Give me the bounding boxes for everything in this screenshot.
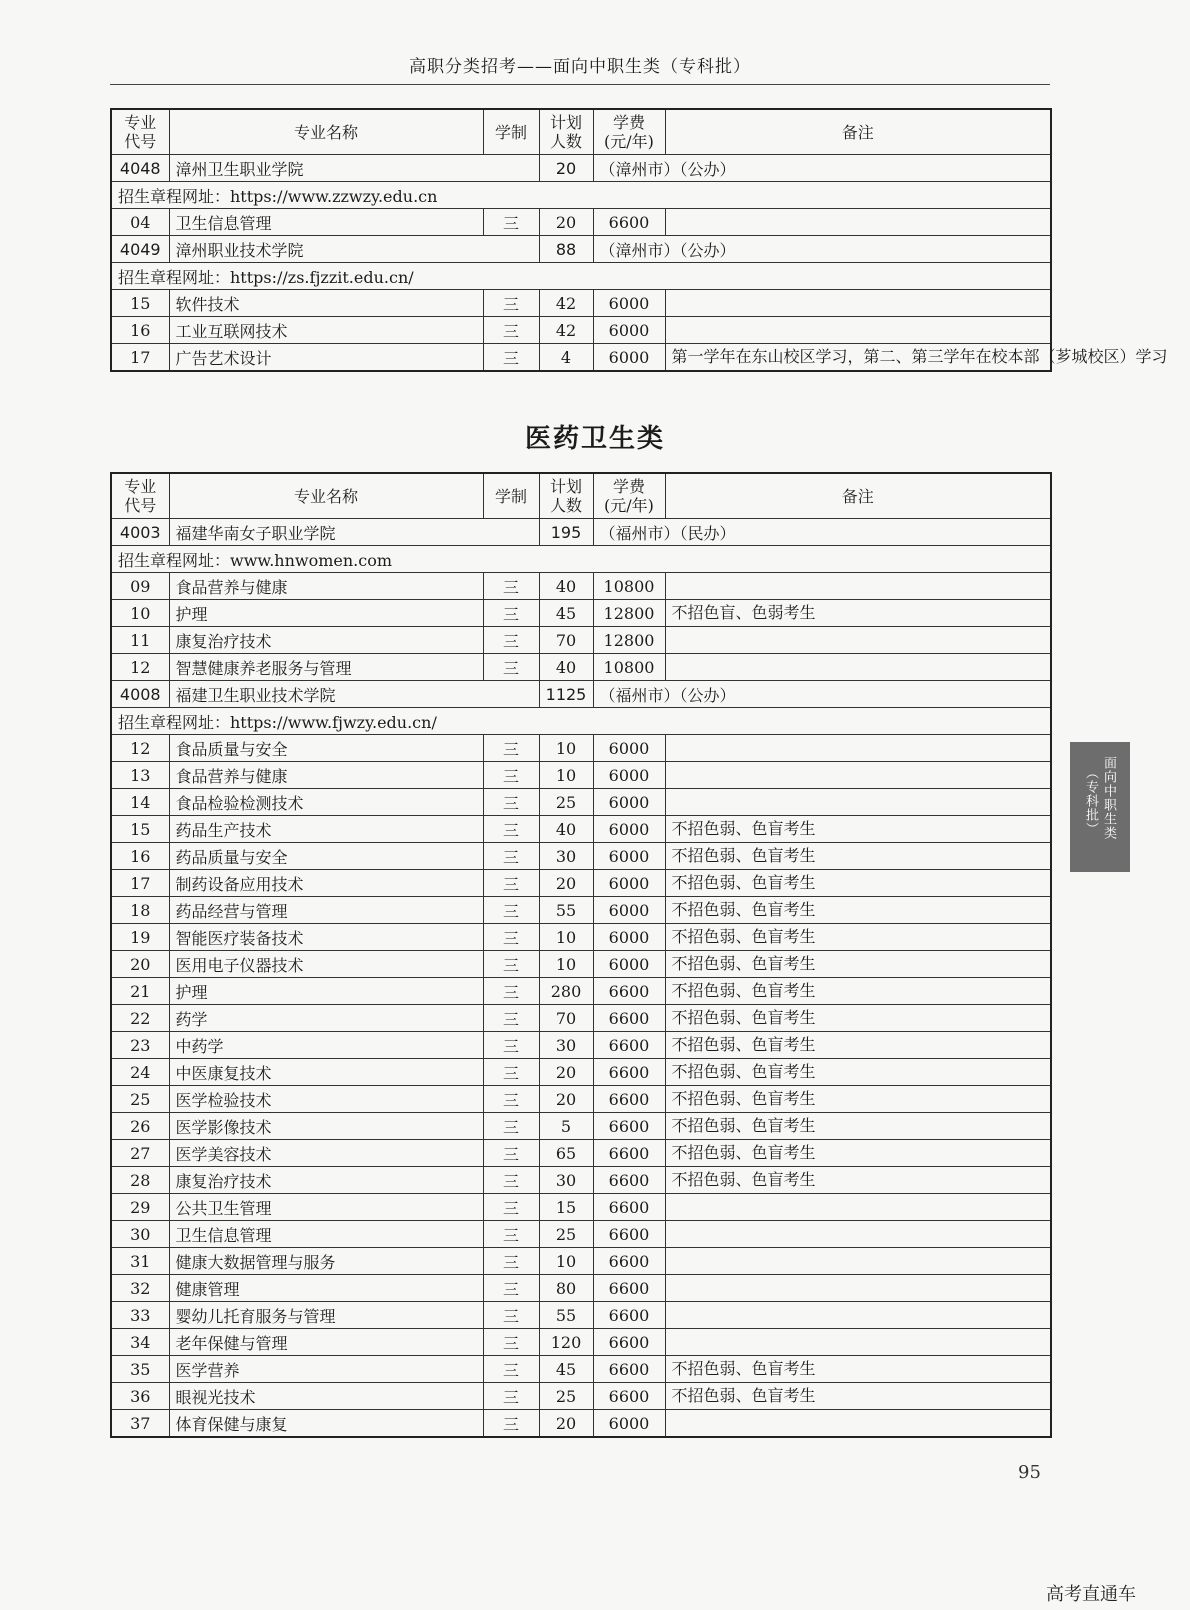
major-fee: 6600 bbox=[593, 1302, 665, 1329]
side-tab bbox=[1070, 742, 1130, 872]
table-row bbox=[111, 1167, 1051, 1194]
institution-code: 4008 bbox=[111, 681, 169, 708]
major-length: 三 bbox=[483, 627, 539, 654]
major-fee: 12800 bbox=[593, 627, 665, 654]
major-code: 11 bbox=[111, 627, 169, 654]
major-name: 药学 bbox=[169, 1005, 483, 1032]
institution-plan: 88 bbox=[539, 236, 593, 263]
major-fee: 6600 bbox=[593, 1383, 665, 1410]
major-name: 卫生信息管理 bbox=[169, 1221, 483, 1248]
major-fee: 6600 bbox=[593, 209, 665, 236]
major-fee: 6600 bbox=[593, 1005, 665, 1032]
major-name: 康复治疗技术 bbox=[169, 1167, 483, 1194]
major-fee: 6600 bbox=[593, 1194, 665, 1221]
major-plan: 40 bbox=[539, 573, 593, 600]
major-fee: 6000 bbox=[593, 735, 665, 762]
major-plan: 10 bbox=[539, 1248, 593, 1275]
major-length: 三 bbox=[483, 843, 539, 870]
table-row bbox=[111, 1383, 1051, 1410]
major-plan: 30 bbox=[539, 1032, 593, 1059]
major-plan: 20 bbox=[539, 870, 593, 897]
table-row bbox=[111, 1275, 1051, 1302]
institution-code: 4049 bbox=[111, 236, 169, 263]
major-code: 13 bbox=[111, 762, 169, 789]
major-code: 17 bbox=[111, 870, 169, 897]
table-row bbox=[111, 951, 1051, 978]
admission-url: 招生章程网址：https://www.zzwzy.edu.cn bbox=[111, 182, 1051, 209]
major-name: 药品生产技术 bbox=[169, 816, 483, 843]
major-name: 中药学 bbox=[169, 1032, 483, 1059]
major-name: 老年保健与管理 bbox=[169, 1329, 483, 1356]
major-code: 31 bbox=[111, 1248, 169, 1275]
table-row bbox=[111, 816, 1051, 843]
running-header: 高职分类招考——面向中职生类（专科批） bbox=[409, 57, 751, 77]
major-fee: 6000 bbox=[593, 843, 665, 870]
major-remark bbox=[665, 290, 1051, 317]
major-remark bbox=[665, 1410, 1051, 1438]
table-row bbox=[111, 1032, 1051, 1059]
major-code: 37 bbox=[111, 1410, 169, 1438]
major-plan: 40 bbox=[539, 654, 593, 681]
major-remark bbox=[665, 654, 1051, 681]
header-rule bbox=[110, 84, 1050, 85]
major-length: 三 bbox=[483, 344, 539, 372]
major-fee: 6000 bbox=[593, 290, 665, 317]
major-name: 药品质量与安全 bbox=[169, 843, 483, 870]
institution-row bbox=[111, 519, 1051, 546]
major-length: 三 bbox=[483, 1194, 539, 1221]
major-length: 三 bbox=[483, 870, 539, 897]
major-plan: 45 bbox=[539, 1356, 593, 1383]
institution-code: 4003 bbox=[111, 519, 169, 546]
header-plan: 计划 人数 bbox=[539, 473, 593, 519]
major-length: 三 bbox=[483, 290, 539, 317]
major-code: 15 bbox=[111, 290, 169, 317]
header-name: 专业名称 bbox=[169, 109, 483, 155]
major-name: 药品经营与管理 bbox=[169, 897, 483, 924]
page-number: 95 bbox=[1018, 1462, 1041, 1483]
major-length: 三 bbox=[483, 1086, 539, 1113]
major-length: 三 bbox=[483, 789, 539, 816]
major-remark: 不招色弱、色盲考生 bbox=[665, 1086, 1051, 1113]
major-length: 三 bbox=[483, 654, 539, 681]
major-remark bbox=[665, 209, 1051, 236]
major-code: 35 bbox=[111, 1356, 169, 1383]
major-length: 三 bbox=[483, 1032, 539, 1059]
institution-plan: 195 bbox=[539, 519, 593, 546]
major-name: 智能医疗装备技术 bbox=[169, 924, 483, 951]
major-code: 27 bbox=[111, 1140, 169, 1167]
table-row bbox=[111, 1410, 1051, 1438]
major-name: 健康大数据管理与服务 bbox=[169, 1248, 483, 1275]
major-name: 软件技术 bbox=[169, 290, 483, 317]
major-remark bbox=[665, 1248, 1051, 1275]
major-remark: 不招色弱、色盲考生 bbox=[665, 1059, 1051, 1086]
header-fee: 学费 (元/年) bbox=[593, 109, 665, 155]
major-plan: 5 bbox=[539, 1113, 593, 1140]
major-code: 24 bbox=[111, 1059, 169, 1086]
table-row bbox=[111, 1140, 1051, 1167]
major-length: 三 bbox=[483, 209, 539, 236]
institution-row bbox=[111, 236, 1051, 263]
major-plan: 45 bbox=[539, 600, 593, 627]
major-code: 34 bbox=[111, 1329, 169, 1356]
major-remark: 不招色弱、色盲考生 bbox=[665, 1383, 1051, 1410]
major-length: 三 bbox=[483, 600, 539, 627]
major-remark: 不招色弱、色盲考生 bbox=[665, 1140, 1051, 1167]
major-fee: 6600 bbox=[593, 978, 665, 1005]
major-fee: 6000 bbox=[593, 789, 665, 816]
major-code: 33 bbox=[111, 1302, 169, 1329]
major-length: 三 bbox=[483, 317, 539, 344]
major-length: 三 bbox=[483, 924, 539, 951]
side-tab-sublabel: （专科批） bbox=[1083, 766, 1098, 836]
major-length: 三 bbox=[483, 1005, 539, 1032]
major-plan: 120 bbox=[539, 1329, 593, 1356]
institution-url-row bbox=[111, 546, 1051, 573]
major-name: 食品营养与健康 bbox=[169, 573, 483, 600]
major-code: 16 bbox=[111, 317, 169, 344]
major-plan: 70 bbox=[539, 627, 593, 654]
major-code: 30 bbox=[111, 1221, 169, 1248]
major-plan: 55 bbox=[539, 1302, 593, 1329]
major-length: 三 bbox=[483, 1329, 539, 1356]
major-plan: 10 bbox=[539, 735, 593, 762]
major-length: 三 bbox=[483, 1356, 539, 1383]
major-remark: 不招色弱、色盲考生 bbox=[665, 897, 1051, 924]
table-row bbox=[111, 762, 1051, 789]
table-row bbox=[111, 1302, 1051, 1329]
major-fee: 6600 bbox=[593, 1356, 665, 1383]
table-row bbox=[111, 978, 1051, 1005]
major-name: 护理 bbox=[169, 978, 483, 1005]
institution-row bbox=[111, 155, 1051, 182]
major-fee: 12800 bbox=[593, 600, 665, 627]
major-fee: 10800 bbox=[593, 573, 665, 600]
table-row bbox=[111, 1059, 1051, 1086]
major-code: 16 bbox=[111, 843, 169, 870]
major-remark bbox=[665, 1194, 1051, 1221]
major-plan: 4 bbox=[539, 344, 593, 372]
major-name: 制药设备应用技术 bbox=[169, 870, 483, 897]
major-fee: 6600 bbox=[593, 1113, 665, 1140]
table-row bbox=[111, 1086, 1051, 1113]
institution-url-row bbox=[111, 263, 1051, 290]
major-name: 食品检验检测技术 bbox=[169, 789, 483, 816]
major-code: 21 bbox=[111, 978, 169, 1005]
table-row bbox=[111, 1248, 1051, 1275]
institution-name: 福建卫生职业技术学院 bbox=[169, 681, 539, 708]
major-plan: 20 bbox=[539, 1059, 593, 1086]
institution-note: （漳州市）（公办） bbox=[593, 236, 1051, 263]
table-row bbox=[111, 573, 1051, 600]
major-length: 三 bbox=[483, 1302, 539, 1329]
institution-note: （漳州市）（公办） bbox=[593, 155, 1051, 182]
major-name: 体育保健与康复 bbox=[169, 1410, 483, 1438]
major-plan: 20 bbox=[539, 1086, 593, 1113]
major-remark bbox=[665, 1221, 1051, 1248]
major-name: 医学检验技术 bbox=[169, 1086, 483, 1113]
table-header-row bbox=[111, 473, 1051, 519]
major-remark: 不招色弱、色盲考生 bbox=[665, 924, 1051, 951]
major-fee: 6600 bbox=[593, 1275, 665, 1302]
major-fee: 6600 bbox=[593, 1140, 665, 1167]
major-plan: 10 bbox=[539, 762, 593, 789]
table-row bbox=[111, 1194, 1051, 1221]
table-row bbox=[111, 870, 1051, 897]
table-row bbox=[111, 627, 1051, 654]
major-length: 三 bbox=[483, 1275, 539, 1302]
table-row bbox=[111, 897, 1051, 924]
major-code: 20 bbox=[111, 951, 169, 978]
major-plan: 42 bbox=[539, 290, 593, 317]
major-length: 三 bbox=[483, 1140, 539, 1167]
major-remark: 不招色弱、色盲考生 bbox=[665, 843, 1051, 870]
major-name: 康复治疗技术 bbox=[169, 627, 483, 654]
header-remark: 备注 bbox=[665, 109, 1051, 155]
major-fee: 6000 bbox=[593, 344, 665, 372]
header-length: 学制 bbox=[483, 109, 539, 155]
major-code: 12 bbox=[111, 654, 169, 681]
table-row bbox=[111, 290, 1051, 317]
major-code: 12 bbox=[111, 735, 169, 762]
major-name: 眼视光技术 bbox=[169, 1383, 483, 1410]
major-fee: 6600 bbox=[593, 1167, 665, 1194]
major-remark bbox=[665, 627, 1051, 654]
major-length: 三 bbox=[483, 1383, 539, 1410]
institution-note: （福州市）（公办） bbox=[593, 681, 1051, 708]
major-length: 三 bbox=[483, 1113, 539, 1140]
enrollment-table-2 bbox=[110, 472, 1052, 1438]
institution-url-row bbox=[111, 182, 1051, 209]
major-name: 医学美容技术 bbox=[169, 1140, 483, 1167]
major-code: 17 bbox=[111, 344, 169, 372]
institution-plan: 20 bbox=[539, 155, 593, 182]
institution-code: 4048 bbox=[111, 155, 169, 182]
major-code: 32 bbox=[111, 1275, 169, 1302]
major-name: 中医康复技术 bbox=[169, 1059, 483, 1086]
major-code: 09 bbox=[111, 573, 169, 600]
major-plan: 15 bbox=[539, 1194, 593, 1221]
major-length: 三 bbox=[483, 1059, 539, 1086]
admission-url: 招生章程网址：www.hnwomen.com bbox=[111, 546, 1051, 573]
major-length: 三 bbox=[483, 1248, 539, 1275]
major-code: 04 bbox=[111, 209, 169, 236]
major-fee: 6000 bbox=[593, 816, 665, 843]
table-row bbox=[111, 735, 1051, 762]
major-remark bbox=[665, 1302, 1051, 1329]
major-remark bbox=[665, 762, 1051, 789]
header-plan: 计划 人数 bbox=[539, 109, 593, 155]
major-fee: 6000 bbox=[593, 317, 665, 344]
major-name: 医学影像技术 bbox=[169, 1113, 483, 1140]
header-remark: 备注 bbox=[665, 473, 1051, 519]
major-plan: 10 bbox=[539, 924, 593, 951]
major-remark: 不招色弱、色盲考生 bbox=[665, 1005, 1051, 1032]
major-fee: 6000 bbox=[593, 762, 665, 789]
major-fee: 6600 bbox=[593, 1086, 665, 1113]
table-row bbox=[111, 843, 1051, 870]
major-code: 23 bbox=[111, 1032, 169, 1059]
major-length: 三 bbox=[483, 735, 539, 762]
major-fee: 6000 bbox=[593, 951, 665, 978]
major-name: 广告艺术设计 bbox=[169, 344, 483, 372]
major-name: 卫生信息管理 bbox=[169, 209, 483, 236]
major-fee: 10800 bbox=[593, 654, 665, 681]
major-length: 三 bbox=[483, 951, 539, 978]
table-row bbox=[111, 1113, 1051, 1140]
major-name: 工业互联网技术 bbox=[169, 317, 483, 344]
major-plan: 25 bbox=[539, 789, 593, 816]
major-remark bbox=[665, 789, 1051, 816]
header-name: 专业名称 bbox=[169, 473, 483, 519]
major-name: 公共卫生管理 bbox=[169, 1194, 483, 1221]
major-fee: 6600 bbox=[593, 1221, 665, 1248]
major-remark: 不招色弱、色盲考生 bbox=[665, 870, 1051, 897]
table-row bbox=[111, 317, 1051, 344]
major-length: 三 bbox=[483, 1221, 539, 1248]
table-row bbox=[111, 1356, 1051, 1383]
institution-row bbox=[111, 681, 1051, 708]
major-code: 19 bbox=[111, 924, 169, 951]
watermark: 高考直通车 bbox=[1046, 1584, 1136, 1605]
table-row bbox=[111, 209, 1051, 236]
major-length: 三 bbox=[483, 978, 539, 1005]
major-plan: 70 bbox=[539, 1005, 593, 1032]
major-name: 医用电子仪器技术 bbox=[169, 951, 483, 978]
major-code: 25 bbox=[111, 1086, 169, 1113]
major-plan: 280 bbox=[539, 978, 593, 1005]
institution-plan: 1125 bbox=[539, 681, 593, 708]
major-remark: 不招色弱、色盲考生 bbox=[665, 1113, 1051, 1140]
major-fee: 6000 bbox=[593, 870, 665, 897]
major-remark: 不招色弱、色盲考生 bbox=[665, 816, 1051, 843]
institution-name: 福建华南女子职业学院 bbox=[169, 519, 539, 546]
institution-name: 漳州卫生职业学院 bbox=[169, 155, 539, 182]
major-fee: 6000 bbox=[593, 924, 665, 951]
major-remark: 不招色盲、色弱考生 bbox=[665, 600, 1051, 627]
major-remark: 不招色弱、色盲考生 bbox=[665, 1167, 1051, 1194]
table-row bbox=[111, 1005, 1051, 1032]
major-code: 36 bbox=[111, 1383, 169, 1410]
major-name: 医学营养 bbox=[169, 1356, 483, 1383]
major-length: 三 bbox=[483, 573, 539, 600]
header-code: 专业 代号 bbox=[111, 473, 169, 519]
table-row bbox=[111, 924, 1051, 951]
major-plan: 25 bbox=[539, 1221, 593, 1248]
major-remark: 第一学年在东山校区学习，第二、第三学年在校本部（芗城校区）学习 bbox=[665, 344, 1051, 372]
institution-name: 漳州职业技术学院 bbox=[169, 236, 539, 263]
major-name: 食品质量与安全 bbox=[169, 735, 483, 762]
major-fee: 6600 bbox=[593, 1032, 665, 1059]
major-code: 15 bbox=[111, 816, 169, 843]
major-fee: 6000 bbox=[593, 897, 665, 924]
side-tab-label: 面向中职生类 bbox=[1101, 756, 1116, 840]
major-name: 婴幼儿托育服务与管理 bbox=[169, 1302, 483, 1329]
major-plan: 42 bbox=[539, 317, 593, 344]
major-remark bbox=[665, 573, 1051, 600]
table-row bbox=[111, 789, 1051, 816]
major-code: 14 bbox=[111, 789, 169, 816]
table-row bbox=[111, 344, 1051, 372]
major-plan: 55 bbox=[539, 897, 593, 924]
major-plan: 80 bbox=[539, 1275, 593, 1302]
institution-url-row bbox=[111, 708, 1051, 735]
admission-url: 招生章程网址：https://www.fjwzy.edu.cn/ bbox=[111, 708, 1051, 735]
major-remark bbox=[665, 735, 1051, 762]
table-row bbox=[111, 654, 1051, 681]
major-plan: 20 bbox=[539, 1410, 593, 1438]
major-plan: 20 bbox=[539, 209, 593, 236]
major-code: 18 bbox=[111, 897, 169, 924]
major-code: 28 bbox=[111, 1167, 169, 1194]
major-plan: 30 bbox=[539, 843, 593, 870]
major-remark: 不招色弱、色盲考生 bbox=[665, 951, 1051, 978]
institution-note: （福州市）（民办） bbox=[593, 519, 1051, 546]
table-header-row bbox=[111, 109, 1051, 155]
major-fee: 6600 bbox=[593, 1329, 665, 1356]
major-remark bbox=[665, 1275, 1051, 1302]
major-plan: 65 bbox=[539, 1140, 593, 1167]
header-length: 学制 bbox=[483, 473, 539, 519]
major-plan: 40 bbox=[539, 816, 593, 843]
major-fee: 6000 bbox=[593, 1410, 665, 1438]
major-remark: 不招色弱、色盲考生 bbox=[665, 1032, 1051, 1059]
admission-url: 招生章程网址：https://zs.fjzzit.edu.cn/ bbox=[111, 263, 1051, 290]
major-length: 三 bbox=[483, 1410, 539, 1438]
major-code: 10 bbox=[111, 600, 169, 627]
table-row bbox=[111, 1329, 1051, 1356]
major-code: 29 bbox=[111, 1194, 169, 1221]
table-row bbox=[111, 600, 1051, 627]
major-length: 三 bbox=[483, 1167, 539, 1194]
major-fee: 6600 bbox=[593, 1248, 665, 1275]
header-fee: 学费 (元/年) bbox=[593, 473, 665, 519]
major-name: 食品营养与健康 bbox=[169, 762, 483, 789]
major-plan: 30 bbox=[539, 1167, 593, 1194]
major-name: 智慧健康养老服务与管理 bbox=[169, 654, 483, 681]
major-name: 健康管理 bbox=[169, 1275, 483, 1302]
section-title: 医药卫生类 bbox=[524, 424, 665, 454]
major-plan: 10 bbox=[539, 951, 593, 978]
major-plan: 25 bbox=[539, 1383, 593, 1410]
major-remark bbox=[665, 1329, 1051, 1356]
major-length: 三 bbox=[483, 816, 539, 843]
major-length: 三 bbox=[483, 897, 539, 924]
major-fee: 6600 bbox=[593, 1059, 665, 1086]
major-length: 三 bbox=[483, 762, 539, 789]
header-code: 专业 代号 bbox=[111, 109, 169, 155]
major-remark: 不招色弱、色盲考生 bbox=[665, 1356, 1051, 1383]
major-name: 护理 bbox=[169, 600, 483, 627]
major-remark bbox=[665, 317, 1051, 344]
table-row bbox=[111, 1221, 1051, 1248]
major-code: 22 bbox=[111, 1005, 169, 1032]
enrollment-table-1 bbox=[110, 108, 1168, 372]
major-remark: 不招色弱、色盲考生 bbox=[665, 978, 1051, 1005]
major-code: 26 bbox=[111, 1113, 169, 1140]
